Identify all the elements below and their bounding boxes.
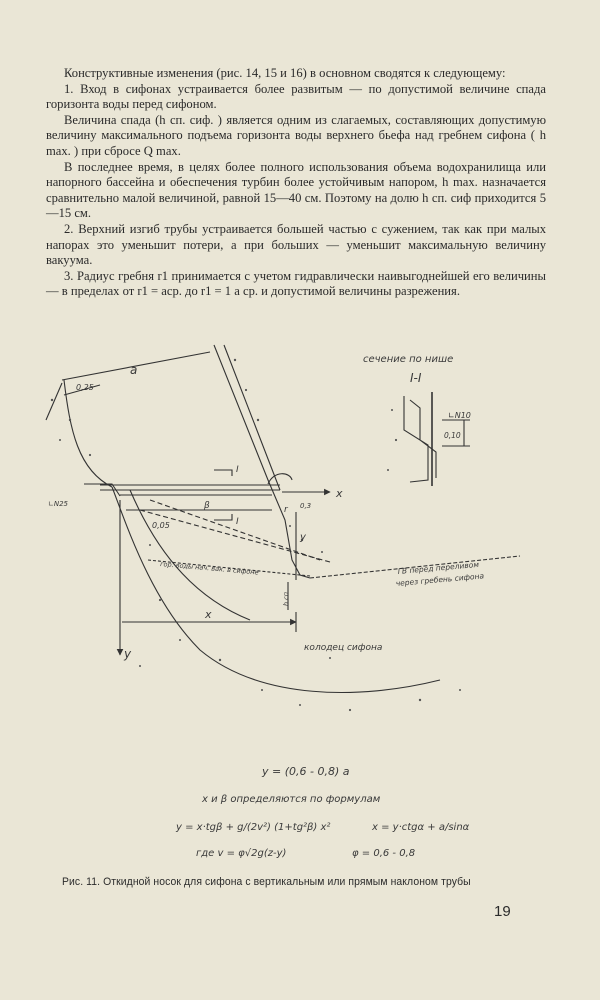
angle-125-label: ∟N25 [48,500,69,508]
formula-2: x и β определяются по формулам [202,794,381,805]
angle-label: ∟N10 [448,411,471,420]
siphon-left-inner [46,383,62,420]
well-label: колодец сифона [304,643,383,653]
label-a: a [130,363,138,377]
paragraph-6: 3. Радиус гребня r1 принимается с учетом гидравлически наивыгоднейшей его величины — в пределах от r1 = aср. до r1 = 1 a ср. и допустимой величины разрежения. [46,268,546,299]
cut-mark-top [214,470,232,476]
label-03: 0,3 [300,502,312,510]
formula-3: y = x·tgβ + g/(2v²) (1+tg²β) x² [176,822,331,833]
figure-caption: Рис. 11. Откидной носок для сифона с вертикальным или прямым наклоном трубы [62,876,471,888]
section-title: сечение по нише [363,354,454,365]
siphon-right-wall-2 [224,345,280,490]
siphon-left-wall [64,380,112,487]
y-dim-label: y [300,532,306,543]
cut-label-top: I [236,465,239,475]
x-dim-label: x [205,608,212,621]
paragraph-4: В последнее время, в целях более полного использования объема водохранилища или напорного бассейна и обеспечения турбин более устойчивым напором, h max. назначается сравнительно малой величиной, равной 15—40 см. Поэтому на долю h сп. сиф приходится 5—15 см. [46,159,546,221]
page-number: 19 [494,903,511,920]
paragraph-3: Величина спада (h сп. сиф. ) является одним из слагаемых, составляющих допустимую величину максимального подъема горизонта воды верхнего бьефа над гребнем сифона ( h max. ) при сбросе Q max. [46,112,546,158]
y-axis-label: y [124,647,132,661]
paragraph-5: 2. Верхний изгиб трубы устраивается большей частью с сужением, так как при малых напорах это уменьшит потери, а при больших — уменьшит максимальную величину вакуума. [46,221,546,268]
gv-label-2: через гребень сифона [395,571,485,588]
cut-mark-bottom [214,514,232,520]
hsp-label: h сп [282,591,290,606]
paragraph-1: Конструктивные изменения (рис. 14, 15 и 16) в основном сводятся к следующему: [64,66,506,80]
formula-1: y = (0,6 - 0,8) a [262,765,350,778]
label-005: 0,05 [152,521,170,530]
dim-010-label: 0,10 [444,431,461,440]
hook [268,474,292,484]
upper-water-label: гор. воды нач. вак. в сифоне [159,560,259,577]
formula-4: x = y·ctgα + a/sinα [372,822,470,833]
inner-duct-curve [112,487,440,692]
r-label: r [284,505,288,515]
gv-label-1: ГВ перед переливом [397,559,480,576]
beta-label: β [204,501,210,511]
label-025: 0,25 [76,383,94,392]
section-mark: I-I [410,371,422,385]
dashed-diagonal-2 [150,500,320,560]
formula-5b: φ = 0,6 - 0,8 [352,848,416,859]
formula-5a: где v = φ√2g(z-y) [196,848,287,859]
crest-beam [100,485,280,495]
paragraph-2: 1. Вход в сифонах устраивается более развитым — по допустимой величине спада горизонта воды перед сифоном. [46,81,546,112]
cut-label-bottom: I [236,517,239,527]
x-axis-label: x [336,487,343,500]
